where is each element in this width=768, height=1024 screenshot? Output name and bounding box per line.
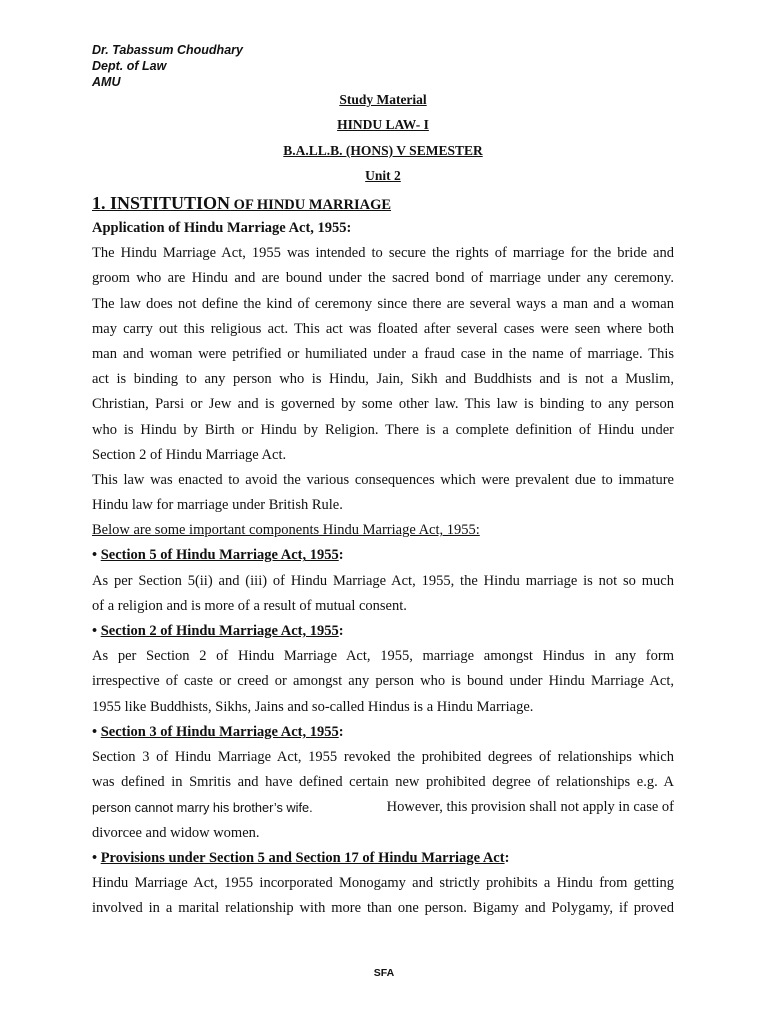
section-5-17-heading-line bbox=[92, 846, 674, 871]
heading-colon: : bbox=[338, 723, 344, 740]
paragraph-line: Section 2 of Hindu Marriage Act. bbox=[92, 446, 287, 463]
bullet: • bbox=[92, 723, 101, 740]
paragraph-line: act is binding to any person who is Hindu, Jain, Sikh and Buddhists and is not a Muslim, bbox=[92, 371, 674, 388]
paragraph-line: As per Section 5(ii) and (iii) of Hindu Marriage Act, 1955, the Hindu marriage is not so much bbox=[92, 572, 674, 589]
paragraph-line: who is Hindu by Birth or Hindu by Religion. There is a complete definition of Hindu under bbox=[92, 421, 674, 438]
unit-heading: Unit 2 bbox=[365, 168, 401, 183]
course-heading: B.A.LL.B. (HONS) V SEMESTER bbox=[283, 143, 483, 158]
application-heading: Application of Hindu Marriage Act, 1955: bbox=[92, 220, 352, 236]
paragraph-line: Hindu law for marriage under British Rule. bbox=[92, 497, 343, 514]
paragraph-line: 1955 like Buddhists, Sikhs, Jains and so-called Hindus is a Hindu Marriage. bbox=[92, 698, 534, 715]
paragraph-line: The law does not define the kind of ceremony since there are several ways a man and a woman bbox=[92, 295, 674, 312]
paragraph-line: Hindu Marriage Act, 1955 incorporated Monogamy and strictly prohibits a Hindu from getting bbox=[92, 874, 674, 891]
section-2-heading: Section 2 of Hindu Marriage Act, 1955 bbox=[100, 623, 339, 639]
paragraph-line bbox=[92, 795, 674, 820]
section-title bbox=[92, 190, 674, 216]
section-5-heading-line bbox=[92, 543, 674, 568]
paragraph-line: Section 3 of Hindu Marriage Act, 1955 revoked the prohibited degrees of relationships which bbox=[92, 748, 674, 765]
paragraph-line: of a religion and is more of a result of mutual consent. bbox=[92, 597, 407, 614]
paragraph-line: Christian, Parsi or Jew and is governed by some other law. This law is binding to any person bbox=[92, 396, 674, 413]
paragraph-line: may carry out this religious act. This act was floated after several cases were seen where both bbox=[92, 320, 674, 337]
heading-colon: : bbox=[338, 547, 344, 564]
section-3-heading-line bbox=[92, 720, 674, 745]
paragraph-line: The Hindu Marriage Act, 1955 was intended to secure the rights of marriage for the bride and bbox=[92, 245, 674, 262]
author-dept: Dept. of Law bbox=[92, 59, 167, 73]
paragraph-line-rest: However, this provision shall not apply in case of bbox=[379, 799, 674, 816]
section-title-number: 1. INSTITUTION bbox=[92, 193, 231, 213]
study-material-heading: Study Material bbox=[339, 92, 427, 107]
paragraph-line: man and woman were petrified or humiliated under a fraud case in the name of marriage. This bbox=[92, 345, 674, 362]
paragraph-line: groom who are Hindu and are bound under the sacred bond of marriage under any ceremony. bbox=[92, 270, 674, 287]
heading-colon: : bbox=[504, 849, 510, 866]
page-footer: SFA bbox=[373, 967, 395, 979]
author-university: AMU bbox=[92, 75, 121, 89]
section-5-heading: Section 5 of Hindu Marriage Act, 1955 bbox=[100, 547, 339, 564]
paragraph-line: involved in a marital relationship with more than one person. Bigamy and Polygamy, if proved bbox=[92, 900, 674, 917]
section-5-17-heading: Provisions under Section 5 and Section 17 of Hindu Marriage Act bbox=[100, 849, 505, 866]
paragraph-line: was defined in Smritis and have defined certain new prohibited degree of relationships e.g. A bbox=[92, 774, 674, 791]
paragraph-line: As per Section 2 of Hindu Marriage Act, 1955, marriage amongst Hindus in any form bbox=[92, 648, 674, 665]
example-text: person cannot marry his brother’s wife. bbox=[92, 800, 313, 816]
section-3-heading: Section 3 of Hindu Marriage Act, 1955 bbox=[100, 723, 339, 740]
section-2-heading-line bbox=[92, 619, 674, 644]
bullet: • bbox=[92, 849, 101, 866]
author-name: Dr. Tabassum Choudhary bbox=[92, 43, 243, 57]
section-title-rest: OF HINDU MARRIAGE bbox=[230, 197, 392, 213]
subject-heading: HINDU LAW- I bbox=[337, 117, 429, 132]
components-intro: Below are some important components Hindu Marriage Act, 1955: bbox=[92, 522, 480, 539]
paragraph-line: This law was enacted to avoid the various consequences which were prevalent due to immature bbox=[92, 471, 674, 488]
author-block bbox=[92, 42, 243, 90]
paragraph-line: divorcee and widow women. bbox=[92, 824, 260, 841]
bullet: • bbox=[92, 547, 101, 564]
document-body bbox=[92, 190, 674, 921]
heading-colon: : bbox=[338, 623, 344, 639]
bullet: • bbox=[92, 623, 101, 639]
paragraph-line: irrespective of caste or creed or amongst any person who is bound under Hindu Marriage Act, bbox=[92, 673, 674, 690]
